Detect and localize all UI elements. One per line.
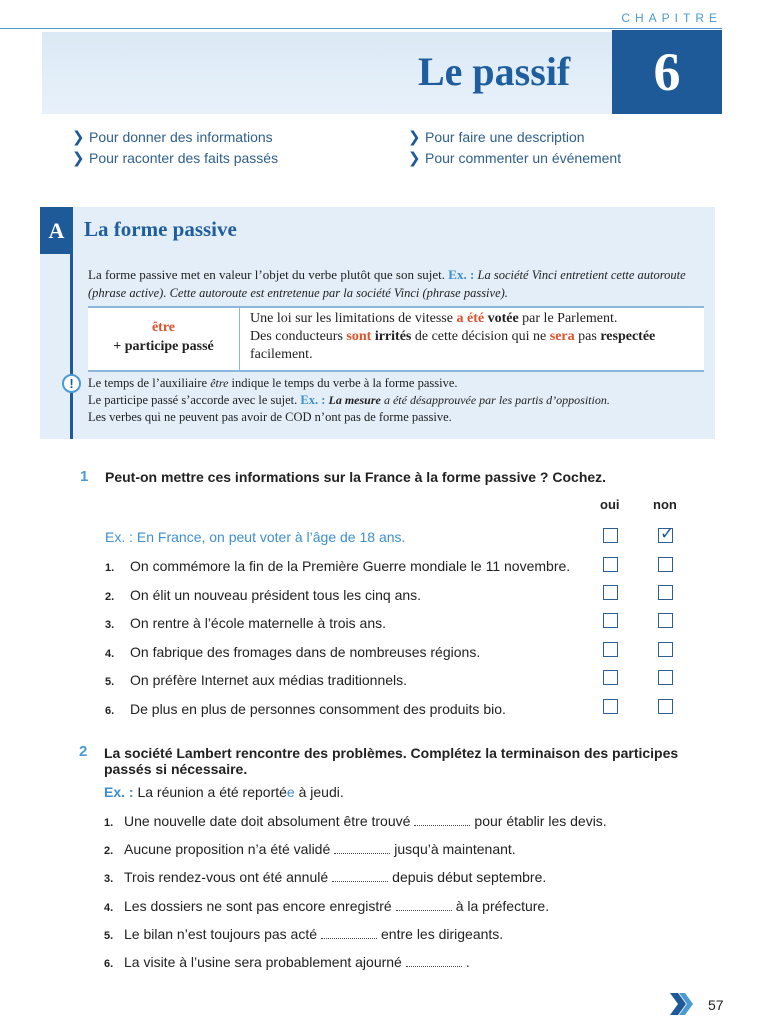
rule-example-2: [250, 328, 700, 364]
exercise-1-number: 1: [80, 468, 89, 485]
note-italic: être: [210, 376, 229, 390]
objective-text: Pour faire une description: [425, 128, 585, 145]
note-text: Le participe passé s’accorde avec le sujet.: [88, 393, 298, 407]
exercise-1-item: [105, 672, 407, 688]
example-text: La réunion a été reporté: [137, 784, 287, 800]
note-line: Les verbes qui ne peuvent pas avoir de COD n’ont pas de forme passive.: [88, 410, 452, 424]
example-text: à jeudi.: [298, 784, 344, 800]
objective-item: [408, 147, 621, 168]
exercise-1-item: [105, 701, 506, 717]
rule-participle: respectée: [600, 329, 656, 344]
item-number: 3.: [104, 873, 114, 885]
item-number: 1.: [105, 562, 115, 574]
checkbox-non-5[interactable]: [658, 670, 673, 685]
objectives-right: [408, 126, 621, 168]
rule-text: Des conducteurs: [250, 329, 343, 344]
item-text: On commémore la fin de la Première Guerre mondiale le 11 novembre.: [130, 558, 571, 574]
exercise-1-example: Ex. : En France, on peut voter à l’âge de 18 ans.: [105, 529, 406, 545]
objective-text: Pour donner des informations: [89, 128, 273, 145]
checkbox-oui-example[interactable]: [603, 528, 618, 543]
item-text: jusqu’à maintenant.: [394, 841, 516, 857]
item-text: à la préfecture.: [455, 898, 550, 914]
column-oui: oui: [600, 497, 620, 512]
chevron-right-icon: ❯: [408, 149, 421, 167]
item-number: 2.: [105, 591, 115, 603]
rule-table: [88, 306, 704, 372]
exercise-2-item: [104, 841, 516, 857]
column-non: non: [653, 497, 677, 512]
rule-formula-etre: être: [151, 320, 176, 335]
item-text: Trois rendez-vous ont été annulé: [124, 869, 329, 885]
exercise-2-item: [104, 813, 607, 829]
chevron-right-icon: ❯: [72, 149, 85, 167]
page-title: Le passif: [418, 49, 571, 94]
objective-text: Pour commenter un événement: [425, 149, 622, 166]
rule-participle: irrités: [374, 329, 412, 344]
intro-ex-label: Ex. :: [448, 267, 475, 282]
fill-blank[interactable]: [396, 900, 452, 911]
item-number: 6.: [105, 705, 115, 717]
item-text: .: [465, 954, 470, 970]
item-text: depuis début septembre.: [392, 869, 547, 885]
double-chevron-right-icon: [668, 990, 696, 1018]
checkbox-non-1[interactable]: [658, 557, 673, 572]
note-line: [88, 375, 704, 392]
exercise-1-instruction: Peut-on mettre ces informations sur la France à la forme passive ? Cochez.: [105, 469, 607, 485]
page-number: 57: [708, 997, 724, 1013]
objective-item: [72, 147, 278, 168]
fill-blank[interactable]: [332, 871, 388, 882]
item-number: 2.: [104, 845, 114, 857]
fill-blank[interactable]: [321, 928, 377, 939]
chevron-right-icon: ❯: [72, 128, 85, 146]
checkbox-oui-4[interactable]: [603, 642, 618, 657]
item-text: On préfère Internet aux médias traditionnels.: [130, 672, 408, 688]
item-text: Les dossiers ne sont pas encore enregistré: [124, 898, 392, 914]
fill-blank[interactable]: [406, 956, 462, 967]
item-number: 5.: [104, 930, 114, 942]
note-text: Le temps de l’auxiliaire: [88, 376, 208, 390]
item-text: De plus en plus de personnes consomment des produits bio.: [130, 701, 506, 717]
exercise-1-item: [105, 587, 421, 603]
checkbox-non-2[interactable]: [658, 585, 673, 600]
item-text: pour établir les devis.: [474, 813, 607, 829]
rule-examples: [250, 310, 700, 364]
item-number: 1.: [104, 817, 114, 829]
item-number: 6.: [104, 958, 114, 970]
checkbox-oui-2[interactable]: [603, 585, 618, 600]
example-ending: e: [286, 784, 295, 800]
item-text: On élit un nouveau président tous les cinq ans.: [130, 587, 422, 603]
exercise-2-item: [104, 869, 546, 885]
exercise-1-item: [105, 615, 386, 631]
checkbox-oui-5[interactable]: [603, 670, 618, 685]
item-number: 5.: [105, 676, 115, 688]
checkbox-oui-1[interactable]: [603, 557, 618, 572]
grammar-notes: [88, 375, 704, 426]
checkbox-oui-3[interactable]: [603, 613, 618, 628]
rule-text: Une loi sur les limitations de vitesse: [250, 311, 453, 326]
checkbox-non-3[interactable]: [658, 613, 673, 628]
section-title: La forme passive: [84, 217, 237, 241]
rule-formula-participe: + participe passé: [113, 339, 214, 354]
item-number: 4.: [104, 902, 114, 914]
item-text: Une nouvelle date doit absolument être trouvé: [124, 813, 411, 829]
rule-aux: sera: [549, 329, 575, 344]
rule-text: facilement.: [250, 347, 313, 362]
rule-text: pas: [578, 329, 597, 344]
header-rule: [0, 28, 722, 29]
item-number: 4.: [105, 648, 115, 660]
example-label: Ex. :: [104, 784, 134, 800]
exercise-2-item: [104, 898, 549, 914]
section-letter: A: [40, 207, 73, 254]
objective-item: [408, 126, 621, 147]
section-intro: [88, 266, 704, 302]
instruction-line: passés si nécessaire.: [104, 761, 248, 777]
objectives-left: [72, 126, 278, 168]
rule-text: de cette décision qui ne: [414, 329, 547, 344]
rule-text: par le Parlement.: [522, 311, 618, 326]
item-number: 3.: [105, 619, 115, 631]
instruction-line: La société Lambert rencontre des problèmes. Complétez la terminaison des participes: [104, 745, 679, 761]
attention-icon: !: [62, 374, 81, 393]
intro-text: La forme passive met en valeur l’objet du verbe plutôt que son sujet.: [88, 267, 446, 282]
rule-example-1: [250, 310, 700, 328]
rule-participle: votée: [487, 311, 519, 326]
note-italic: a été désapprouvée par les partis d’opposition.: [383, 393, 610, 407]
note-ex-label: Ex. :: [300, 393, 326, 407]
chevron-right-icon: ❯: [408, 128, 421, 146]
exercise-2-instruction: [104, 745, 714, 777]
exercise-2-item: [104, 954, 470, 970]
exercise-2-item: [104, 926, 503, 942]
section-left-rule: [70, 254, 73, 439]
item-text: On fabrique des fromages dans de nombreuses régions.: [130, 644, 481, 660]
exercise-1-item: [105, 558, 570, 574]
item-text: On rentre à l’école maternelle à trois ans.: [130, 615, 387, 631]
item-text: Le bilan n’est toujours pas acté: [124, 926, 318, 942]
checkbox-non-4[interactable]: [658, 642, 673, 657]
chapter-label: CHAPITRE: [621, 11, 722, 25]
exercise-2-number: 2: [79, 743, 88, 760]
rule-aux: a été: [456, 311, 485, 326]
item-text: entre les dirigeants.: [381, 926, 504, 942]
rule-aux: sont: [346, 329, 372, 344]
objective-text: Pour raconter des faits passés: [89, 149, 279, 166]
exercise-2-example: [104, 784, 344, 800]
note-italic-bold: La mesure: [328, 393, 381, 407]
note-text: indique le temps du verbe à la forme passive.: [231, 376, 458, 390]
exercise-1-item: [105, 644, 480, 660]
checkbox-oui-6[interactable]: [603, 699, 618, 714]
chapter-number-box: 6: [612, 30, 722, 114]
fill-blank[interactable]: [414, 815, 470, 826]
objective-item: [72, 126, 278, 147]
note-line: [88, 392, 704, 409]
rule-formula: [88, 308, 240, 370]
checkbox-non-example[interactable]: [658, 528, 673, 543]
item-text: La visite à l’usine sera probablement ajourné: [124, 954, 402, 970]
item-text: Aucune proposition n’a été validé: [124, 841, 331, 857]
intro-example: La société Vinci entretient cette autoroute (phrase active). Cette autoroute est entretenue par la société Vinci (phrase passive).: [88, 268, 686, 300]
checkbox-non-6[interactable]: [658, 699, 673, 714]
fill-blank[interactable]: [334, 843, 390, 854]
